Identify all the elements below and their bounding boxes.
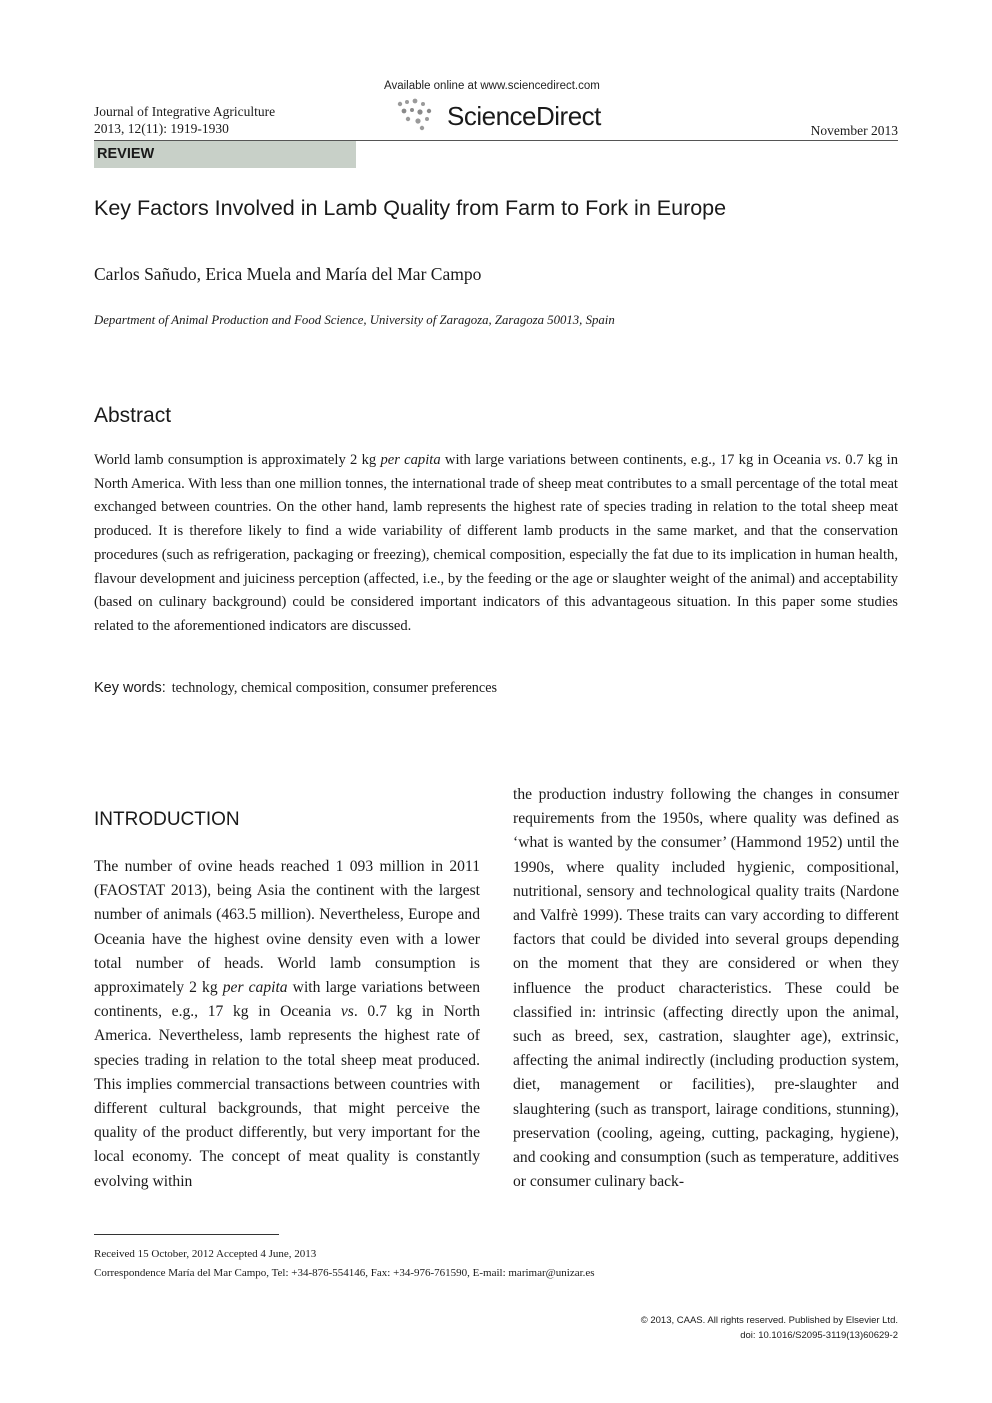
affiliation: Department of Animal Production and Food Science, University of Zaragoza, Zaragoza 50013, Spain xyxy=(94,313,615,327)
introduction-right-column: the production industry following the changes in consumer requirements from the 1950s, where quality was defined as ‘what is wanted by the consumer’ (Hammond 1952) until the 1990s, where quality included hygienic, compositional, nutritional, sensory and technological quality traits (Nardone and Valfrè 1999). These traits can vary according to different factors that could be divided into several groups depending on the moment that they are considered or when they influence the product characteristics. These could be classified in: intrinsic (affecting directly upon the animal, such as breed, sex, castration, slaughter age), extrinsic, affecting the animal indirectly (including production system, diet, management or facilities), pre-slaughter and slaughtering (such as transport, lairage conditions, stunning), preservation (cooling, ageing, cutting, packaging, hygiene), and cooking and consumption (such as temperature, additives or consumer culinary back- xyxy=(513,786,899,1191)
doi: doi: 10.1016/S2095-3119(13)60629-2 xyxy=(740,1330,898,1341)
keywords-label: Key words: xyxy=(94,680,166,696)
article-title: Key Factors Involved in Lamb Quality from Farm to Fork in Europe xyxy=(94,196,727,220)
sciencedirect-logo-text: ScienceDirect xyxy=(447,101,601,131)
correspondence: Correspondence María del Mar Campo, Tel: +34-876-554146, Fax: +34-976-761590, E-mail: marimar@unizar.es xyxy=(94,1267,595,1279)
authors: Carlos Sañudo, Erica Muela and María del Mar Campo xyxy=(94,264,482,284)
issue-date: November 2013 xyxy=(810,123,898,138)
copyright: © 2013, CAAS. All rights reserved. Published by Elsevier Ltd. xyxy=(640,1315,898,1326)
section-label: REVIEW xyxy=(94,141,356,168)
abstract-heading: Abstract xyxy=(94,404,172,427)
available-online-text: Available online at www.sciencedirect.com xyxy=(384,80,600,92)
received-dates: Received 15 October, 2012 Accepted 4 June, 2013 xyxy=(94,1248,317,1260)
introduction-left-column: The number of ovine heads reached 1 093 million in 2011 (FAOSTAT 2013), being Asia the continent with the largest number of animals (463.5 million). Nevertheless, Europe and Oceania have the highest ovine density even with a lower total number of heads. World lamb consumption is approximately 2 kg per capita with large variations between continents, e.g., 17 kg in Oceania vs. 0.7 kg in North America. Nevertheless, lamb represents the highest rate of species trading in relation to the total sheep meat produced. This implies commercial transactions between countries with different cultural backgrounds, that might perceive the quality of the product differently, but very important for the local economy. The concept of meat quality is constantly evolving within xyxy=(94,858,480,1190)
keywords-text: technology, chemical composition, consumer preferences xyxy=(171,680,498,696)
keywords xyxy=(94,680,497,697)
abstract-text: World lamb consumption is approximately 2 kg per capita with large variations between continents, e.g., 17 kg in Oceania vs. 0.7 kg in North America. With less than one million tonnes, the international trade of sheep meat contributes to a small percentage of the total meat exchanged between countries. On the other hand, lamb represents the highest rate of species trading in relation to the total sheep meat produced. It is therefore likely to find a wide variability of different lamb products in the same market, and that the conservation procedures (such as refrigeration, packaging or freezing), chemical composition, especially the fat due to its implication in human health, flavour development and juiciness perception (affected, i.e., by the feeding or the age or slaughter weight of the animal) and acceptability (based on culinary background) could be considered important indicators of this advantageous situation. In this paper some studies related to the aforementioned indicators are discussed. xyxy=(94,452,899,634)
journal-volume: 2013, 12(11): 1919-1930 xyxy=(94,121,229,136)
introduction-heading: INTRODUCTION xyxy=(94,809,240,830)
sciencedirect-dots-icon xyxy=(396,98,436,132)
journal-name: Journal of Integrative Agriculture xyxy=(94,104,276,119)
journal-citation xyxy=(94,103,275,137)
footnote-rule xyxy=(94,1234,279,1235)
